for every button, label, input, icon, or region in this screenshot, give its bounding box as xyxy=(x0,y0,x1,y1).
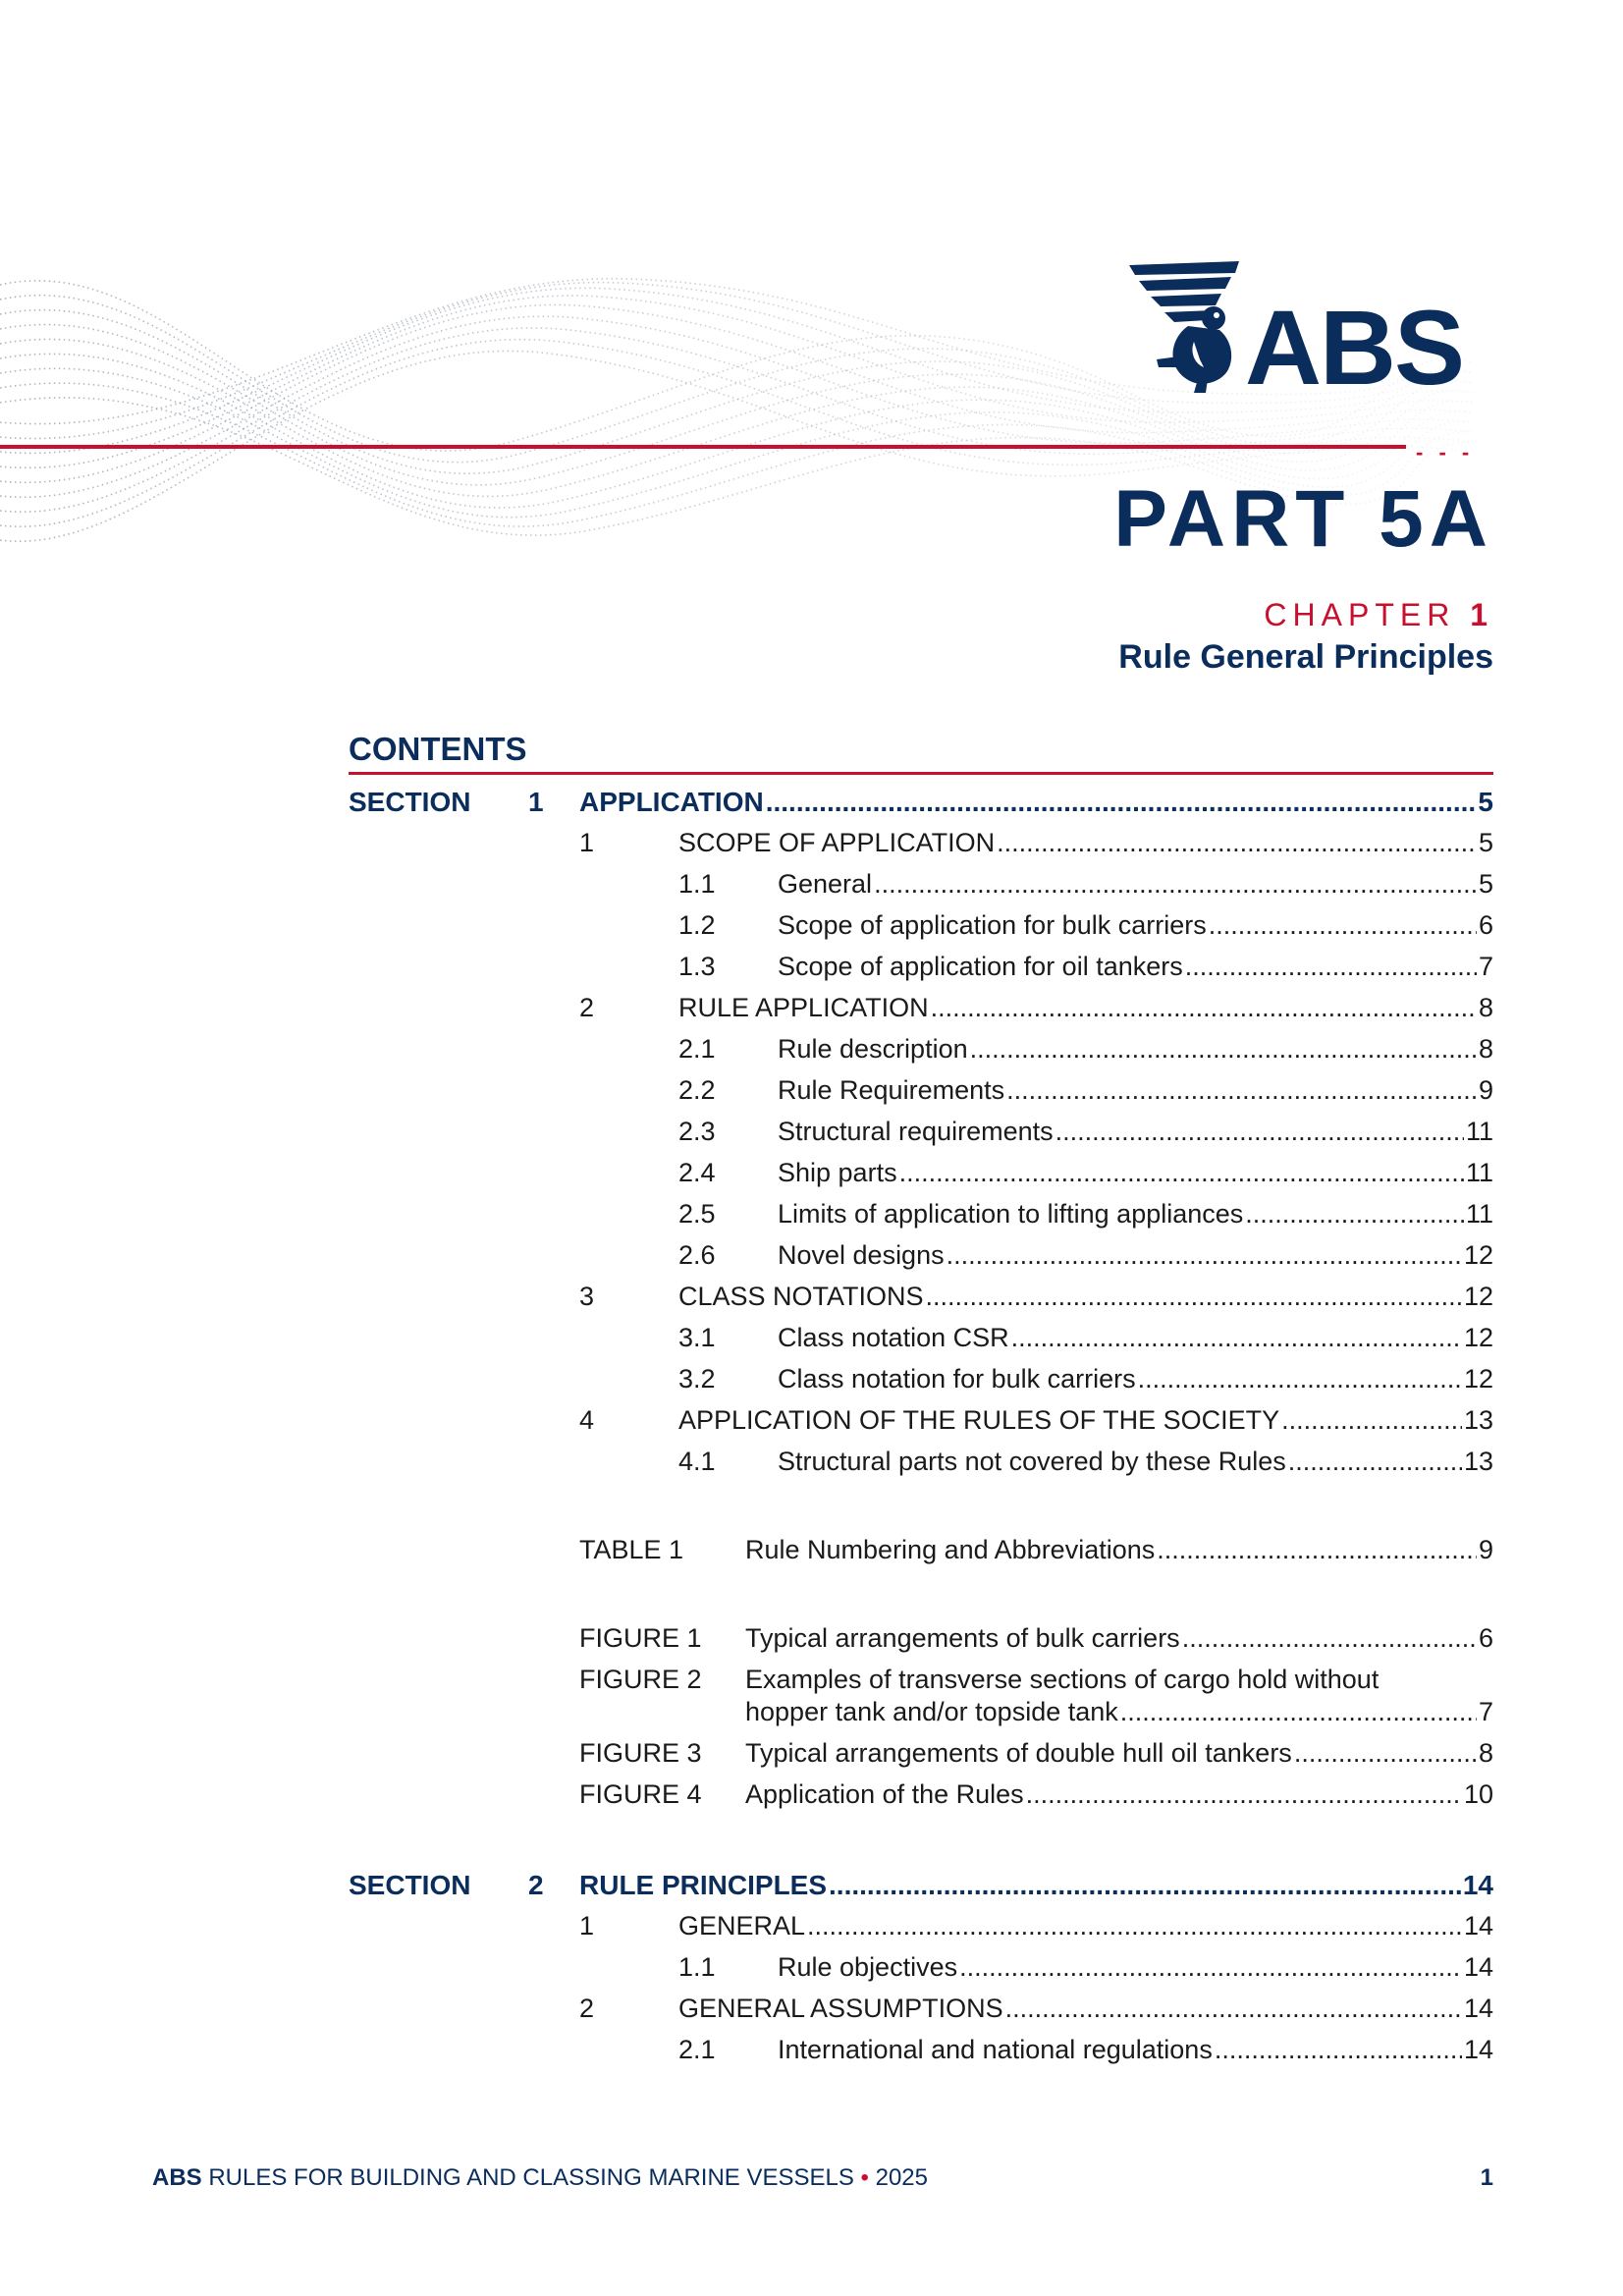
toc-sub-number: 2.1 xyxy=(678,1034,716,1064)
toc-sub-entry[interactable]: Rule Requirements ..... 9 xyxy=(778,1074,1493,1106)
toc-figure-entry[interactable]: Typical arrangements of bulk carriers ..... 6 xyxy=(745,1622,1493,1654)
toc-sub-entry[interactable]: Limits of application to lifting appliances ..... 11 xyxy=(778,1198,1493,1230)
chapter-label: CHAPTER 1 xyxy=(1264,597,1493,632)
part-title: PART 5A xyxy=(1113,474,1493,564)
header-red-rule xyxy=(0,445,1406,449)
toc-sub-number: 4.1 xyxy=(678,1447,716,1476)
eagle-icon xyxy=(1129,261,1257,394)
page-footer xyxy=(152,2166,928,2190)
section-label: SECTION xyxy=(349,787,471,817)
toc-sub-entry[interactable]: Class notation for bulk carriers ..... 12 xyxy=(778,1363,1493,1394)
toc-item-number: 2 xyxy=(579,1994,595,2023)
toc-item-entry[interactable]: SCOPE OF APPLICATION ..... 5 xyxy=(678,827,1493,858)
page-number: 1 xyxy=(1480,2164,1493,2191)
toc-table-label: TABLE 1 xyxy=(579,1535,684,1564)
toc-sub-entry[interactable]: Scope of application for oil tankers ..... 7 xyxy=(778,951,1493,982)
toc-sub-number: 1.1 xyxy=(678,1952,716,1982)
toc-item-number: 1 xyxy=(579,828,595,857)
footer-publication: RULES FOR BUILDING AND CLASSING MARINE VESSELS xyxy=(208,2164,854,2191)
section-number: 1 xyxy=(528,787,544,817)
toc-sub-entry[interactable]: Structural parts not covered by these Rules ..... 13 xyxy=(778,1446,1493,1477)
section-label: SECTION xyxy=(349,1870,471,1900)
toc-figure-entry[interactable]: Typical arrangements of double hull oil tankers ..... 8 xyxy=(745,1737,1493,1769)
toc-sub-entry[interactable]: Class notation CSR ..... 12 xyxy=(778,1322,1493,1353)
toc-sub-number: 1.1 xyxy=(678,869,716,899)
toc-sub-number: 1.3 xyxy=(678,952,716,981)
toc-item-number: 1 xyxy=(579,1911,595,1941)
toc-table-entry[interactable]: Rule Numbering and Abbreviations ..... 9 xyxy=(745,1534,1493,1565)
toc-sub-number: 2.4 xyxy=(678,1158,716,1187)
toc-section-entry[interactable]: RULE PRINCIPLES ..... 14 xyxy=(579,1869,1493,1902)
contents-heading: CONTENTS xyxy=(349,731,527,767)
toc-sub-number: 2.2 xyxy=(678,1075,716,1105)
toc-sub-number: 2.1 xyxy=(678,2035,716,2064)
toc-sub-number: 2.3 xyxy=(678,1117,716,1146)
footer-year: 2025 xyxy=(875,2164,928,2191)
toc-sub-entry[interactable]: Rule objectives ..... 14 xyxy=(778,1951,1493,1983)
toc-figure-title-line1[interactable]: Examples of transverse sections of cargo hold without xyxy=(745,1665,1380,1694)
toc-item-number: 3 xyxy=(579,1282,595,1311)
toc-sub-entry[interactable]: General ..... 5 xyxy=(778,868,1493,900)
toc-sub-entry[interactable]: Novel designs ..... 12 xyxy=(778,1239,1493,1271)
chapter-title: Rule General Principles xyxy=(1118,638,1493,676)
toc-figure-label: FIGURE 4 xyxy=(579,1779,702,1809)
toc-figure-entry[interactable]: hopper tank and/or topside tank ..... 7 xyxy=(745,1696,1493,1727)
toc-section-entry[interactable]: APPLICATION ..... 5 xyxy=(579,786,1493,819)
toc-item-entry[interactable]: APPLICATION OF THE RULES OF THE SOCIETY ..... 13 xyxy=(678,1404,1493,1436)
toc-sub-entry[interactable]: Scope of application for bulk carriers ..... 6 xyxy=(778,909,1493,941)
toc-sub-number: 3.1 xyxy=(678,1323,716,1352)
toc-item-number: 4 xyxy=(579,1405,595,1435)
toc-item-number: 2 xyxy=(579,993,595,1022)
toc-item-entry[interactable]: GENERAL ..... 14 xyxy=(678,1910,1493,1941)
toc-sub-number: 2.5 xyxy=(678,1199,716,1229)
section-number: 2 xyxy=(528,1870,544,1900)
toc-sub-number: 3.2 xyxy=(678,1364,716,1394)
toc-sub-number: 2.6 xyxy=(678,1240,716,1270)
toc-figure-label: FIGURE 2 xyxy=(579,1665,702,1694)
toc-sub-entry[interactable]: Rule description ..... 8 xyxy=(778,1033,1493,1065)
toc-figure-label: FIGURE 3 xyxy=(579,1738,702,1768)
toc-item-entry[interactable]: CLASS NOTATIONS ..... 12 xyxy=(678,1281,1493,1312)
toc-sub-entry[interactable]: Structural requirements ..... 11 xyxy=(778,1116,1493,1147)
abs-logo-text: ABS xyxy=(1245,288,1464,407)
contents-red-rule xyxy=(349,772,1493,775)
footer-bullet: • xyxy=(860,2164,869,2191)
toc-sub-number: 1.2 xyxy=(678,910,716,940)
footer-abs: ABS xyxy=(152,2164,202,2191)
toc-item-entry[interactable]: RULE APPLICATION ..... 8 xyxy=(678,992,1493,1023)
toc-figure-entry[interactable]: Application of the Rules ..... 10 xyxy=(745,1778,1493,1810)
toc-sub-entry[interactable]: International and national regulations ..... 14 xyxy=(778,2034,1493,2065)
toc-sub-entry[interactable]: Ship parts ..... 11 xyxy=(778,1157,1493,1188)
toc-item-entry[interactable]: GENERAL ASSUMPTIONS ..... 14 xyxy=(678,1993,1493,2024)
header-red-dots: - - - xyxy=(1416,440,1475,465)
toc-figure-label: FIGURE 1 xyxy=(579,1623,702,1653)
